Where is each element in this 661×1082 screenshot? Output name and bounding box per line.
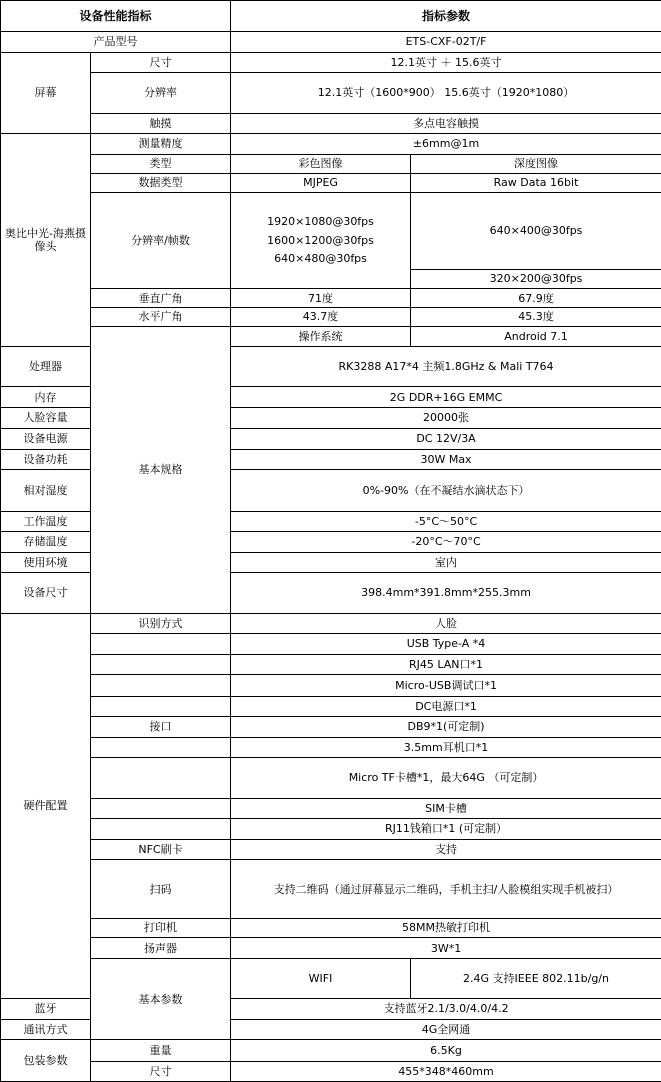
params-wifi-value: 2.4G 支持IEEE 802.11b/g/n [411, 959, 661, 998]
hw-interface-row-4 [1, 696, 661, 716]
pkg-size-value: 455*348*460mm [231, 1061, 661, 1081]
hw-printer-value: 58MM热敏打印机 [231, 918, 661, 937]
params-wifi-row [1, 959, 661, 998]
header-spec-value: 指标参数 [231, 1, 661, 32]
basic-cpu-label: 处理器 [1, 346, 91, 386]
params-group-label: 基本参数 [91, 959, 231, 1040]
basic-environment-value: 室内 [231, 552, 661, 572]
camera-datatype-row [1, 173, 661, 192]
hw-interface-empty-1 [91, 633, 231, 654]
hw-interface-item-1: USB Type-A *4 [231, 633, 661, 654]
pkg-size-row [1, 1061, 661, 1081]
params-bluetooth-label: 蓝牙 [1, 998, 91, 1019]
basic-cpu-value: RK3288 A17*4 主频1.8GHz & Mali T764 [231, 346, 661, 386]
hw-interface-item-3: Micro-USB调试口*1 [231, 675, 661, 696]
pkg-weight-value: 6.5Kg [231, 1040, 661, 1061]
hw-interface-row-5 [1, 716, 661, 737]
hw-interface-item-9: RJ11钱箱口*1 (可定制） [231, 818, 661, 839]
camera-hfov-color: 43.7度 [231, 308, 411, 326]
hw-interface-item-5: DB9*1(可定制) [231, 716, 661, 737]
hw-interface-empty-7 [91, 758, 231, 798]
basic-face-label: 人脸容量 [1, 408, 91, 428]
pkg-weight-label: 重量 [91, 1040, 231, 1061]
camera-resfps-color-3: 640×480@30fps [274, 251, 367, 265]
camera-type-color: 彩色图像 [231, 154, 411, 173]
basic-memory-value: 2G DDR+16G EMMC [231, 387, 661, 408]
basic-dimensions-label: 设备尺寸 [1, 573, 91, 613]
camera-hfov-row [1, 308, 661, 326]
screen-size-label: 尺寸 [91, 52, 231, 72]
screen-size-value: 12.1英寸 ＋ 15.6英寸 [231, 52, 661, 72]
hw-recognition-label: 识别方式 [91, 613, 231, 633]
screen-size-row [1, 52, 661, 72]
basic-environment-label: 使用环境 [1, 552, 91, 572]
hw-interface-row-9 [1, 818, 661, 839]
basic-group-label: 基本规格 [91, 326, 231, 613]
model-row [1, 32, 661, 52]
hw-interface-item-7: Micro TF卡槽*1，最大64G （可定制） [231, 758, 661, 798]
hw-interface-row-3 [1, 675, 661, 696]
hw-interface-empty-8 [91, 798, 231, 818]
camera-type-depth: 深度图像 [411, 154, 661, 173]
camera-group-label: 奥比中光-海燕摄像头 [1, 134, 91, 346]
hw-speaker-value: 3W*1 [231, 938, 661, 959]
basic-storetemp-value: -20°C～70°C [231, 531, 661, 552]
camera-resfps-color-2: 1600×1200@30fps [267, 233, 374, 247]
screen-touch-row [1, 114, 661, 134]
hw-recognition-value: 人脸 [231, 613, 661, 633]
hw-interface-empty-6 [91, 738, 231, 758]
camera-vfov-color: 71度 [231, 289, 411, 308]
hw-interface-row-7 [1, 758, 661, 798]
screen-resolution-row [1, 72, 661, 113]
hw-printer-row [1, 918, 661, 937]
hw-interface-row-6 [1, 738, 661, 758]
basic-os-row [1, 326, 661, 346]
basic-os-value: Android 7.1 [411, 326, 661, 346]
screen-group-label: 屏幕 [1, 52, 91, 134]
hw-interface-item-4: DC电源口*1 [231, 696, 661, 716]
hardware-group-label: 硬件配置 [1, 613, 91, 998]
hw-interface-empty-2 [91, 655, 231, 675]
hw-nfc-value: 支持 [231, 840, 661, 860]
camera-hfov-label: 水平广角 [91, 308, 231, 326]
hw-interface-empty-3 [91, 675, 231, 696]
basic-humidity-value: 0%-90%（在不凝结水滴状态下） [231, 470, 661, 511]
screen-touch-value: 多点电容触摸 [231, 114, 661, 134]
basic-memory-label: 内存 [1, 387, 91, 408]
basic-humidity-label: 相对湿度 [1, 470, 91, 511]
camera-hfov-depth: 45.3度 [411, 308, 661, 326]
hw-interface-item-6: 3.5mm耳机口*1 [231, 738, 661, 758]
hw-nfc-row [1, 840, 661, 860]
basic-storetemp-label: 存储温度 [1, 531, 91, 552]
hw-interface-label: 接口 [91, 716, 231, 737]
hw-nfc-label: NFC刷卡 [91, 840, 231, 860]
params-bluetooth-value: 支持蓝牙2.1/3.0/4.0/4.2 [231, 998, 661, 1019]
hw-recognition-row [1, 613, 661, 633]
camera-vfov-row [1, 289, 661, 308]
hw-speaker-label: 扬声器 [91, 938, 231, 959]
screen-touch-label: 触摸 [91, 114, 231, 134]
pkg-weight-row [1, 1040, 661, 1061]
hw-interface-empty-9 [91, 818, 231, 839]
basic-worktemp-label: 工作温度 [1, 511, 91, 531]
hw-scan-row [1, 860, 661, 919]
camera-precision-label: 测量精度 [91, 134, 231, 154]
camera-resfps-color [231, 193, 411, 289]
basic-power-value: DC 12V/3A [231, 428, 661, 449]
params-network-value: 4G全网通 [231, 1020, 661, 1040]
basic-consumption-label: 设备功耗 [1, 449, 91, 469]
camera-type-label: 类型 [91, 154, 231, 173]
hw-interface-item-8: SIM卡槽 [231, 798, 661, 818]
camera-resfps-depth-1: 640×400@30fps [411, 193, 661, 270]
params-network-label: 通讯方式 [1, 1020, 91, 1040]
basic-face-value: 20000张 [231, 408, 661, 428]
hw-speaker-row [1, 938, 661, 959]
model-value: ETS-CXF-02T/F [231, 32, 661, 52]
screen-resolution-value: 12.1英寸（1600*900） 15.6英寸（1920*1080） [231, 72, 661, 113]
camera-vfov-label: 垂直广角 [91, 289, 231, 308]
camera-precision-value: ±6mm@1m [231, 134, 661, 154]
hw-printer-label: 打印机 [91, 918, 231, 937]
camera-datatype-label: 数据类型 [91, 173, 231, 192]
screen-resolution-label: 分辨率 [91, 72, 231, 113]
hw-interface-row-2 [1, 655, 661, 675]
basic-dimensions-value: 398.4mm*391.8mm*255.3mm [231, 573, 661, 613]
header-row [1, 1, 661, 32]
camera-resfps-label: 分辨率/帧数 [91, 193, 231, 289]
camera-precision-row [1, 134, 661, 154]
camera-datatype-color: MJPEG [231, 173, 411, 192]
hw-scan-label: 扫码 [91, 860, 231, 919]
params-wifi-label: WIFI [231, 959, 411, 998]
camera-type-row [1, 154, 661, 173]
camera-datatype-depth: Raw Data 16bit [411, 173, 661, 192]
camera-resfps-color-1: 1920×1080@30fps [267, 215, 374, 229]
header-spec-name: 设备性能指标 [1, 1, 231, 32]
basic-worktemp-value: -5°C～50°C [231, 511, 661, 531]
pkg-size-label: 尺寸 [91, 1061, 231, 1081]
package-group-label: 包装参数 [1, 1040, 91, 1082]
basic-power-label: 设备电源 [1, 428, 91, 449]
basic-consumption-value: 30W Max [231, 449, 661, 469]
camera-resfps-depth-2: 320×200@30fps [411, 269, 661, 288]
basic-os-label: 操作系统 [231, 326, 411, 346]
hw-interface-row-1 [1, 633, 661, 654]
camera-vfov-depth: 67.9度 [411, 289, 661, 308]
hw-interface-empty-4 [91, 696, 231, 716]
hw-scan-value: 支持二维码（通过屏幕显示二维码，手机主扫/人脸模组实现手机被扫） [231, 860, 661, 919]
hw-interface-row-8 [1, 798, 661, 818]
hw-interface-item-2: RJ45 LAN口*1 [231, 655, 661, 675]
camera-resfps-row [1, 193, 661, 270]
model-label: 产品型号 [1, 32, 231, 52]
